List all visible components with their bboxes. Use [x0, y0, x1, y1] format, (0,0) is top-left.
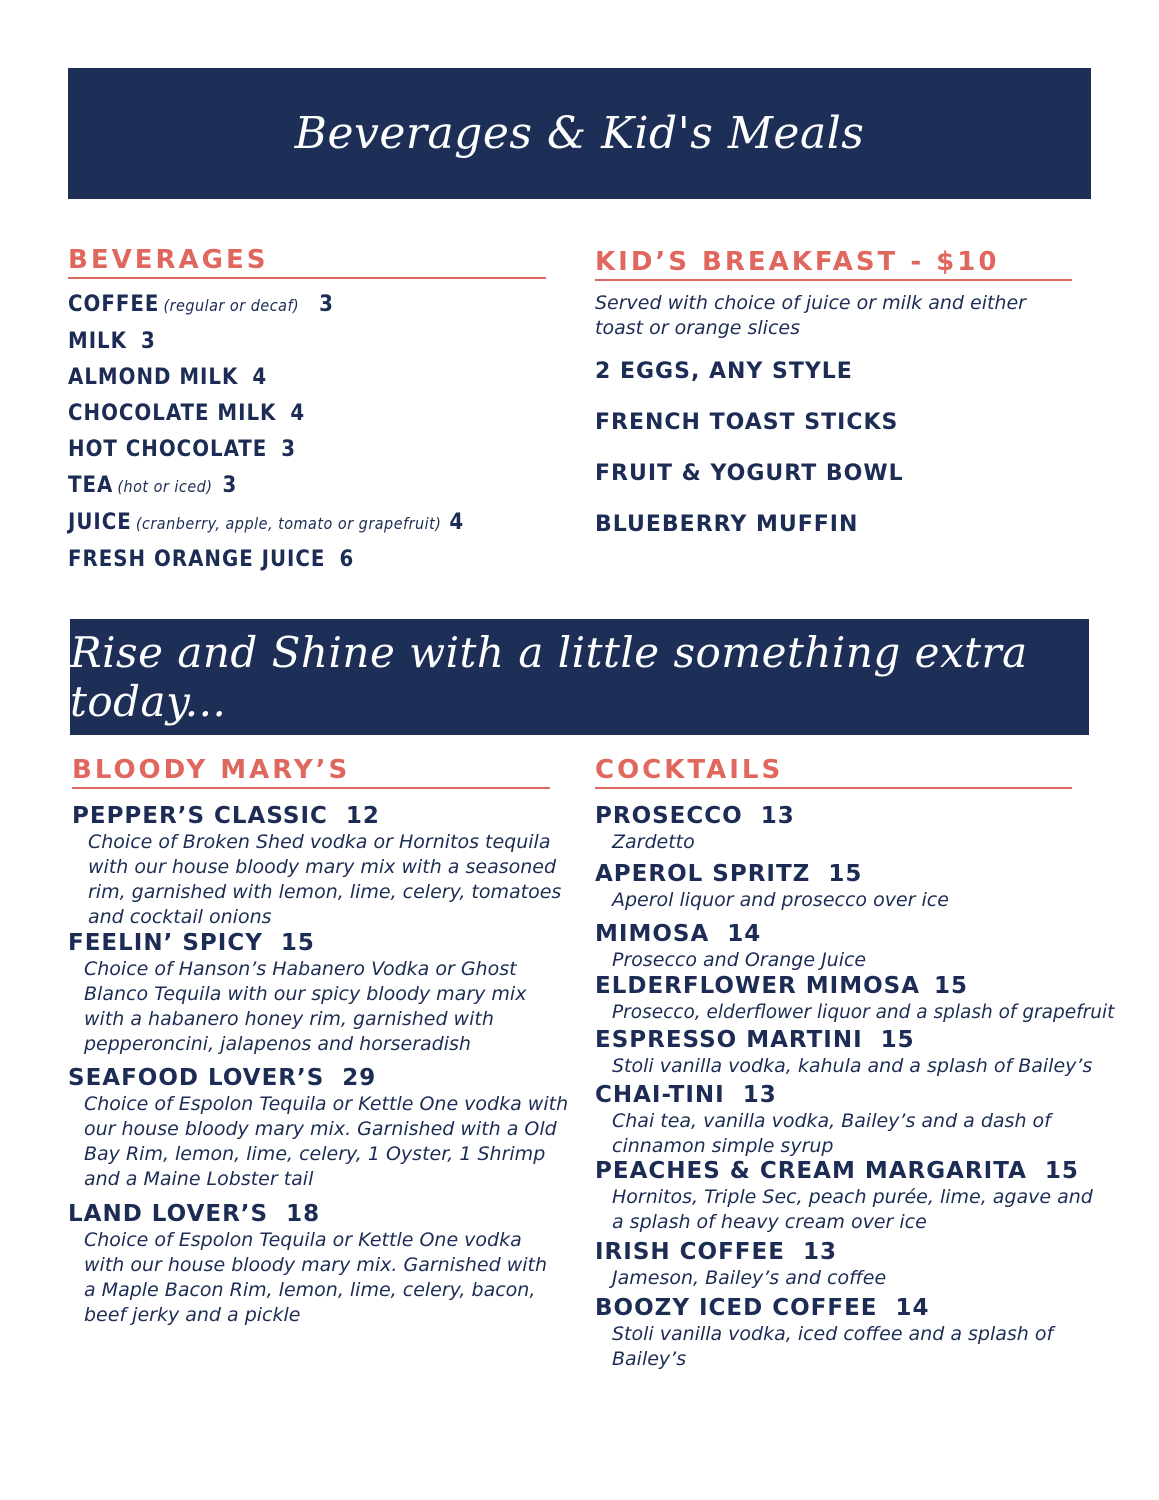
kids-item: 2 EGGS, ANY STYLE	[595, 358, 853, 384]
item-description: Choice of Broken Shed vodka or Hornitos tequila with our house bloody mary mix with a seasoned rim, garnished with lemon, lime, celery, tomatoes and cocktail onions	[88, 831, 562, 928]
kids-breakfast-heading: KID’S BREAKFAST - $10	[595, 248, 1072, 281]
item-description: Choice of Espolon Tequila or Kettle One vodka with our house bloody mary mix. Garnished with a Old Bay Rim, lemon, lime, celery, 1 Oyster, 1 Shrimp and a Maine Lobster tail	[84, 1093, 569, 1190]
item-name: PEPPER’S CLASSIC	[72, 803, 328, 829]
item-description: Chai tea, vanilla vodka, Bailey’s and a dash of cinnamon simple syrup	[612, 1110, 1051, 1157]
menu-item: CHOCOLATE MILK 4	[68, 400, 306, 426]
item-description: Aperol liquor and prosecco over ice	[612, 889, 949, 911]
kids-item: FRUIT & YOGURT BOWL	[595, 460, 904, 486]
item-name: BOOZY ICED COFFEE	[595, 1295, 878, 1321]
cocktail-item	[595, 1157, 1115, 1235]
item-description: Stoli vanilla vodka, kahula and a splash of Bailey’s	[612, 1055, 1093, 1077]
menu-item: FRESH ORANGE JUICE 6	[68, 546, 355, 572]
bloody-marys-section	[72, 756, 550, 789]
item-price: 14	[895, 1295, 930, 1321]
item-price: 13	[760, 803, 795, 829]
menu-item: TEA (hot or iced) 3	[68, 472, 238, 498]
beverages-heading: BEVERAGES	[68, 246, 546, 279]
item-price: 14	[727, 921, 762, 947]
item-name: LAND LOVER’S	[68, 1201, 269, 1227]
menu-item: ALMOND MILK 4	[68, 364, 268, 390]
item-price: 13	[742, 1082, 777, 1108]
item-description: Hornitos, Triple Sec, peach purée, lime, agave and a splash of heavy cream over ice	[612, 1186, 1093, 1233]
item-description: Zardetto	[612, 831, 695, 853]
cocktail-item	[595, 1026, 1115, 1079]
item-price: 15	[828, 861, 863, 887]
cocktail-item	[595, 972, 1135, 1025]
kids-item: BLUEBERRY MUFFIN	[595, 511, 859, 537]
item-description: Jameson, Bailey’s and coffee	[612, 1267, 887, 1289]
cocktails-heading: COCKTAILS	[595, 756, 1072, 789]
item-description: Stoli vanilla vodka, iced coffee and a splash of Bailey’s	[612, 1323, 1054, 1370]
item-name: FEELIN’ SPICY	[68, 930, 263, 956]
middle-banner: Rise and Shine with a little something extra today...	[70, 619, 1089, 735]
bloody-mary-item	[72, 802, 582, 930]
menu-item: COFFEE (regular or decaf) 3	[68, 291, 334, 317]
top-banner: Beverages & Kid's Meals	[68, 68, 1091, 199]
item-price: 18	[286, 1201, 321, 1227]
item-price: 15	[280, 930, 315, 956]
item-description: Prosecco, elderflower liquor and a splash of grapefruit	[612, 1002, 1115, 1023]
beverages-section	[68, 246, 546, 578]
kids-breakfast-intro: Served with choice of juice or milk and either toast or orange slices	[595, 291, 1026, 339]
item-price: 12	[345, 803, 380, 829]
item-description: Choice of Espolon Tequila or Kettle One vodka with our house bloody mary mix. Garnished with a Maple Bacon Rim, lemon, lime, celery, bacon, beef jerky and a pickle	[84, 1229, 548, 1326]
bloody-mary-item	[68, 1200, 578, 1328]
item-description: Prosecco and Orange Juice	[612, 949, 867, 971]
item-description: Choice of Hanson’s Habanero Vodka or Ghost Blanco Tequila with our spicy bloody mary mix with a habanero honey rim, garnished with pepperoncini, jalapenos and horseradish	[84, 958, 527, 1055]
item-name: ESPRESSO MARTINI	[595, 1027, 863, 1053]
bloody-mary-item	[68, 1064, 583, 1192]
beverages-list	[68, 287, 546, 578]
item-name: PROSECCO	[595, 803, 743, 829]
cocktail-item	[595, 1294, 1115, 1372]
item-name: SEAFOOD LOVER’S	[68, 1065, 325, 1091]
cocktail-item	[595, 802, 1115, 855]
item-price: 15	[1044, 1158, 1079, 1184]
item-price: 15	[880, 1027, 915, 1053]
kids-breakfast-section	[595, 248, 1072, 563]
item-price: 15	[934, 973, 969, 999]
bloody-mary-item	[68, 929, 578, 1057]
cocktail-item	[595, 920, 1115, 973]
kids-item: FRENCH TOAST STICKS	[595, 409, 899, 435]
bloody-marys-heading: BLOODY MARY’S	[72, 756, 550, 789]
item-name: ELDERFLOWER MIMOSA	[595, 973, 921, 999]
item-price: 29	[342, 1065, 377, 1091]
cocktail-item	[595, 860, 1115, 913]
item-price: 13	[802, 1239, 837, 1265]
item-name: MIMOSA	[595, 921, 710, 947]
item-name: APEROL SPRITZ	[595, 861, 811, 887]
item-name: PEACHES & CREAM MARGARITA	[595, 1158, 1027, 1184]
menu-item: MILK 3	[68, 328, 156, 354]
menu-item: JUICE (cranberry, apple, tomato or grapefruit) 4	[68, 509, 465, 535]
cocktail-item	[595, 1081, 1115, 1159]
menu-item: HOT CHOCOLATE 3	[68, 436, 297, 462]
cocktail-item	[595, 1238, 1115, 1291]
item-name: IRISH COFFEE	[595, 1239, 785, 1265]
item-name: CHAI-TINI	[595, 1082, 725, 1108]
cocktails-section	[595, 756, 1072, 789]
